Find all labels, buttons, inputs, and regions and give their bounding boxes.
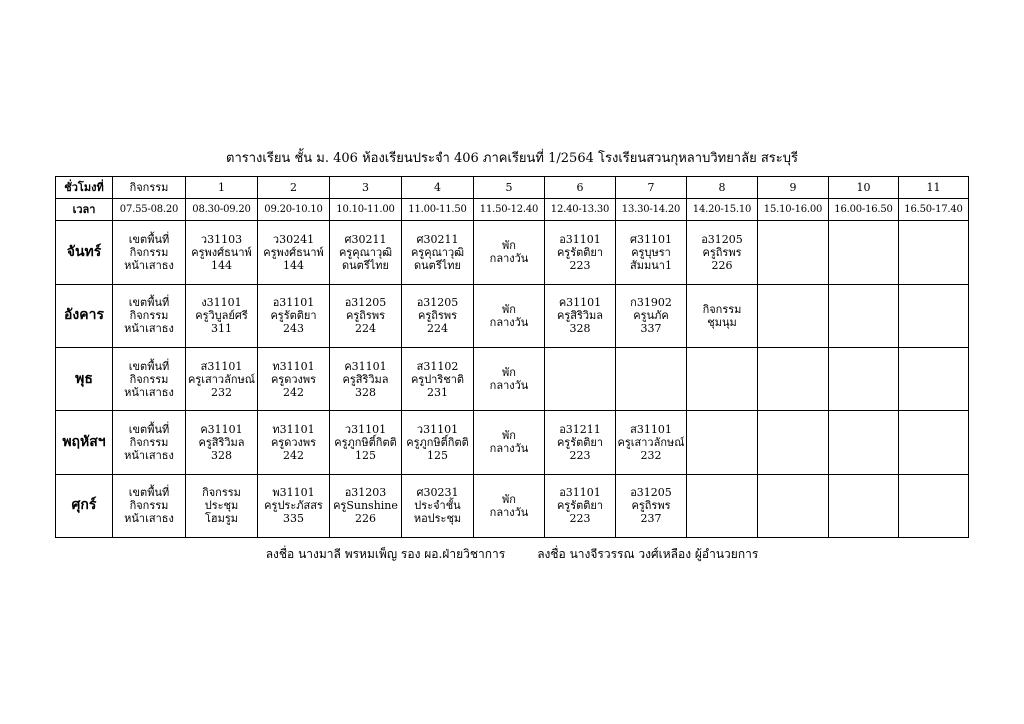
cell-line: ครูถิรพร	[631, 499, 671, 513]
cell-line: 231	[427, 385, 448, 399]
signature-vice-director: ลงชื่อ นางมาลี พรหมเพ็ญ รอง ผอ.ฝ่ายวิชาการ	[265, 547, 506, 561]
cell-line: ครูพงศ์ธนาพ์	[191, 245, 252, 259]
cell-line: เขตพื้นที่	[128, 296, 170, 310]
cell-line: ค31101	[200, 422, 243, 436]
schedule-cell	[829, 411, 899, 474]
cell-line: กลางวัน	[489, 442, 529, 456]
cell-line: หน้าเสาธง	[124, 385, 174, 399]
cell-line: ครูภูกษิติ์กิตติ	[334, 435, 397, 449]
cell-line: ครูคุณาวุฒิ	[410, 245, 465, 259]
cell-line: อ31101	[559, 232, 601, 246]
signature-line	[0, 545, 1024, 564]
cell-line: ดนตรีไทย	[414, 258, 461, 272]
time-row	[56, 199, 969, 221]
cell-line: 223	[569, 448, 591, 462]
cell-line: 237	[640, 512, 662, 526]
schedule-cell	[113, 221, 186, 284]
schedule-cell	[113, 284, 186, 347]
cell-line: กิจกรรม	[129, 435, 169, 449]
page-title: ตารางเรียน ชั้น ม. 406 ห้องเรียนประจำ 406 ภาคเรียนที่ 1/2564 โรงเรียนสวนกุหลาบวิทยาลัย สระบุรี	[226, 151, 798, 166]
cell-line: ครูSunshine	[333, 499, 398, 513]
period-header: 11	[899, 177, 969, 199]
cell-line: 243	[283, 322, 304, 336]
day-name: พฤหัสฯ	[56, 411, 113, 474]
cell-line: ครูรัตติยา	[556, 245, 604, 259]
day-name: อังคาร	[56, 284, 113, 347]
cell-line: ครูพงศ์ธนาพ์	[263, 245, 324, 259]
schedule-cell	[258, 474, 330, 537]
day-name: พุธ	[56, 347, 113, 410]
cell-line: ท31101	[272, 422, 315, 436]
time-label: เวลา	[56, 199, 113, 221]
day-row	[56, 347, 969, 410]
cell-line: 223	[569, 258, 591, 272]
cell-line: ว30241	[272, 232, 315, 246]
schedule-cell	[829, 284, 899, 347]
schedule-cell	[545, 411, 616, 474]
schedule-cell	[758, 221, 829, 284]
cell-line: 226	[355, 512, 376, 526]
cell-line: โฮมรูม	[204, 512, 239, 526]
schedule-cell	[758, 284, 829, 347]
schedule-cell	[258, 284, 330, 347]
cell-line: อ31205	[416, 296, 459, 310]
schedule-cell	[616, 284, 687, 347]
schedule-cell	[186, 411, 258, 474]
day-row	[56, 284, 969, 347]
schedule-cell	[758, 411, 829, 474]
cell-line: 242	[283, 448, 304, 462]
schedule-cell	[474, 284, 545, 347]
header-row	[56, 177, 969, 199]
schedule-cell	[258, 347, 330, 410]
schedule-cell	[829, 474, 899, 537]
cell-line: ศ30211	[416, 232, 459, 246]
day-row	[56, 474, 969, 537]
cell-line: 224	[355, 322, 376, 336]
cell-line: ครูคุณาวุฒิ	[338, 245, 393, 259]
cell-line: ครูนภัค	[633, 309, 669, 323]
cell-line: ค31101	[558, 296, 602, 310]
cell-line: พัก	[502, 302, 516, 316]
cell-line: กิจกรรม	[129, 309, 169, 323]
cell-line: กลางวัน	[489, 379, 529, 393]
signature-director: ลงชื่อ นางจีรวรรณ วงศ์เหลือง ผู้อำนวยการ	[537, 547, 759, 561]
cell-line: 328	[211, 448, 232, 462]
cell-line: 125	[427, 448, 448, 462]
schedule-cell	[402, 411, 474, 474]
cell-line: 232	[211, 385, 232, 399]
cell-line: ครูดวงพร	[270, 372, 317, 386]
time-cell: 07.55-08.20	[113, 199, 186, 221]
cell-line: อ31205	[701, 232, 743, 246]
schedule-cell	[687, 411, 758, 474]
schedule-cell	[402, 284, 474, 347]
period-header: 7	[616, 177, 687, 199]
time-cell: 16.50-17.40	[899, 199, 969, 221]
schedule-table	[55, 176, 969, 538]
cell-line: ท31101	[272, 359, 315, 373]
cell-line: สัมมนา1	[630, 258, 672, 272]
time-cell: 14.20-15.10	[687, 199, 758, 221]
cell-line: หน้าเสาธง	[124, 448, 174, 462]
cell-line: 311	[211, 322, 232, 336]
cell-line: ครูรัตติยา	[556, 435, 604, 449]
cell-line: กิจกรรม	[129, 372, 169, 386]
cell-line: 232	[640, 448, 662, 462]
schedule-cell	[829, 221, 899, 284]
cell-line: ครูถิรพร	[346, 309, 385, 323]
cell-line: เขตพื้นที่	[128, 422, 170, 436]
schedule-cell	[758, 347, 829, 410]
schedule-cell	[545, 347, 616, 410]
cell-line: ครูสิริวิมล	[198, 435, 245, 449]
day-row	[56, 411, 969, 474]
schedule-cell	[330, 411, 402, 474]
schedule-cell	[687, 474, 758, 537]
cell-line: ครูสิริวิมล	[556, 309, 604, 323]
cell-line: ค31101	[344, 359, 387, 373]
period-header: 5	[474, 177, 545, 199]
cell-line: ส31101	[200, 359, 243, 373]
schedule-cell	[258, 411, 330, 474]
schedule-cell	[899, 474, 969, 537]
schedule-cell	[899, 221, 969, 284]
time-cell: 08.30-09.20	[186, 199, 258, 221]
schedule-cell	[258, 221, 330, 284]
cell-line: ศ31101	[630, 232, 672, 246]
schedule-cell	[186, 284, 258, 347]
schedule-cell	[474, 411, 545, 474]
time-cell: 11.00-11.50	[402, 199, 474, 221]
schedule-cell	[330, 474, 402, 537]
cell-line: ครูเสาวลักษณ์	[617, 435, 685, 449]
cell-line: หน้าเสาธง	[124, 512, 174, 526]
time-cell: 16.00-16.50	[829, 199, 899, 221]
cell-line: 144	[283, 258, 304, 272]
schedule-cell	[330, 221, 402, 284]
cell-line: 226	[711, 258, 733, 272]
cell-line: พ31101	[272, 486, 315, 500]
cell-line: ว31103	[200, 232, 243, 246]
cell-line: 224	[427, 322, 448, 336]
cell-line: ครูเสาวลักษณ์	[188, 372, 255, 386]
cell-line: ศ30231	[416, 486, 459, 500]
cell-line: ครูบุษรา	[631, 245, 671, 259]
time-cell: 10.10-11.00	[330, 199, 402, 221]
schedule-cell	[474, 474, 545, 537]
cell-line: ประชุม	[204, 499, 239, 513]
cell-line: ครูสิริวิมล	[342, 372, 389, 386]
time-cell: 15.10-16.00	[758, 199, 829, 221]
cell-line: 337	[640, 322, 662, 336]
cell-line: เขตพื้นที่	[128, 486, 170, 500]
cell-line: ครูถิรพร	[418, 309, 457, 323]
cell-line: 242	[283, 385, 304, 399]
schedule-cell	[113, 411, 186, 474]
cell-line: ครูประภัสสร	[264, 499, 323, 513]
cell-line: หอประชุม	[413, 512, 462, 526]
schedule-cell	[186, 221, 258, 284]
schedule-cell	[545, 221, 616, 284]
cell-line: ครูวิบูลย์ศรี	[195, 309, 248, 323]
period-header: 3	[330, 177, 402, 199]
schedule-cell	[899, 411, 969, 474]
cell-line: หน้าเสาธง	[124, 258, 174, 272]
cell-line: กิจกรรม	[202, 486, 241, 500]
schedule-cell	[616, 347, 687, 410]
cell-line: 223	[569, 512, 591, 526]
schedule-cell	[616, 474, 687, 537]
cell-line: ครูดวงพร	[270, 435, 317, 449]
cell-line: พัก	[502, 429, 516, 443]
cell-line: กลางวัน	[489, 315, 529, 329]
schedule-cell	[545, 284, 616, 347]
period-header: 10	[829, 177, 899, 199]
schedule-cell	[186, 474, 258, 537]
cell-line: ประจำชั้น	[414, 499, 461, 513]
schedule-cell	[545, 474, 616, 537]
cell-line: ชุมนุม	[707, 315, 737, 329]
cell-line: ครูถิรพร	[702, 245, 742, 259]
header-corner: ชั่วโมงที่	[56, 177, 113, 199]
cell-line: กิจกรรม	[129, 245, 169, 259]
cell-line: อ31205	[344, 296, 387, 310]
cell-line: หน้าเสาธง	[124, 322, 174, 336]
cell-line: ครูปาริชาติ	[410, 372, 465, 386]
cell-line: อ31101	[272, 296, 315, 310]
schedule-cell	[616, 221, 687, 284]
cell-line: อ31211	[559, 422, 601, 436]
schedule-cell	[113, 347, 186, 410]
time-cell: 09.20-10.10	[258, 199, 330, 221]
cell-line: ส31101	[630, 422, 672, 436]
cell-line: ครูรัตติยา	[270, 309, 317, 323]
cell-line: อ31101	[559, 486, 601, 500]
cell-line: อ31203	[344, 486, 387, 500]
schedule-cell	[402, 474, 474, 537]
cell-line: เขตพื้นที่	[128, 359, 170, 373]
cell-line: พัก	[502, 492, 516, 506]
schedule-cell	[402, 221, 474, 284]
cell-line: ส31102	[416, 359, 459, 373]
schedule-cell	[687, 284, 758, 347]
cell-line: กิจกรรม	[702, 302, 742, 316]
cell-line: ว31101	[344, 422, 387, 436]
schedule-cell	[687, 347, 758, 410]
time-cell: 13.30-14.20	[616, 199, 687, 221]
cell-line: 328	[355, 385, 376, 399]
schedule-cell	[330, 347, 402, 410]
cell-line: ครูภูกษิติ์กิตติ	[406, 435, 469, 449]
cell-line: กิจกรรม	[129, 499, 169, 513]
time-cell: 11.50-12.40	[474, 199, 545, 221]
day-name: จันทร์	[56, 221, 113, 284]
cell-line: ง31101	[201, 296, 242, 310]
schedule-cell	[186, 347, 258, 410]
period-header: 6	[545, 177, 616, 199]
cell-line: 335	[283, 512, 304, 526]
schedule-cell	[687, 221, 758, 284]
cell-line: ก31902	[630, 296, 672, 310]
day-name: ศุกร์	[56, 474, 113, 537]
cell-line: ดนตรีไทย	[342, 258, 389, 272]
schedule-cell	[616, 411, 687, 474]
period-header: 4	[402, 177, 474, 199]
schedule-cell	[758, 474, 829, 537]
cell-line: เขตพื้นที่	[128, 232, 170, 246]
cell-line: 328	[569, 322, 591, 336]
period-header: 1	[186, 177, 258, 199]
time-cell: 12.40-13.30	[545, 199, 616, 221]
period-header: 8	[687, 177, 758, 199]
period-header: 2	[258, 177, 330, 199]
cell-line: กลางวัน	[489, 252, 529, 266]
period-header: กิจกรรม	[113, 177, 186, 199]
cell-line: ว31101	[416, 422, 459, 436]
cell-line: พัก	[502, 239, 516, 253]
day-row	[56, 221, 969, 284]
schedule-cell	[829, 347, 899, 410]
cell-line: 144	[211, 258, 232, 272]
schedule-cell	[474, 221, 545, 284]
schedule-cell	[330, 284, 402, 347]
cell-line: พัก	[502, 366, 516, 380]
schedule-cell	[402, 347, 474, 410]
schedule-cell	[113, 474, 186, 537]
schedule-cell	[899, 347, 969, 410]
period-header: 9	[758, 177, 829, 199]
cell-line: ครูรัตติยา	[556, 499, 604, 513]
cell-line: 125	[355, 448, 376, 462]
cell-line: อ31205	[630, 486, 672, 500]
schedule-cell	[474, 347, 545, 410]
schedule-cell	[899, 284, 969, 347]
cell-line: ศ30211	[344, 232, 387, 246]
cell-line: กลางวัน	[489, 505, 529, 519]
